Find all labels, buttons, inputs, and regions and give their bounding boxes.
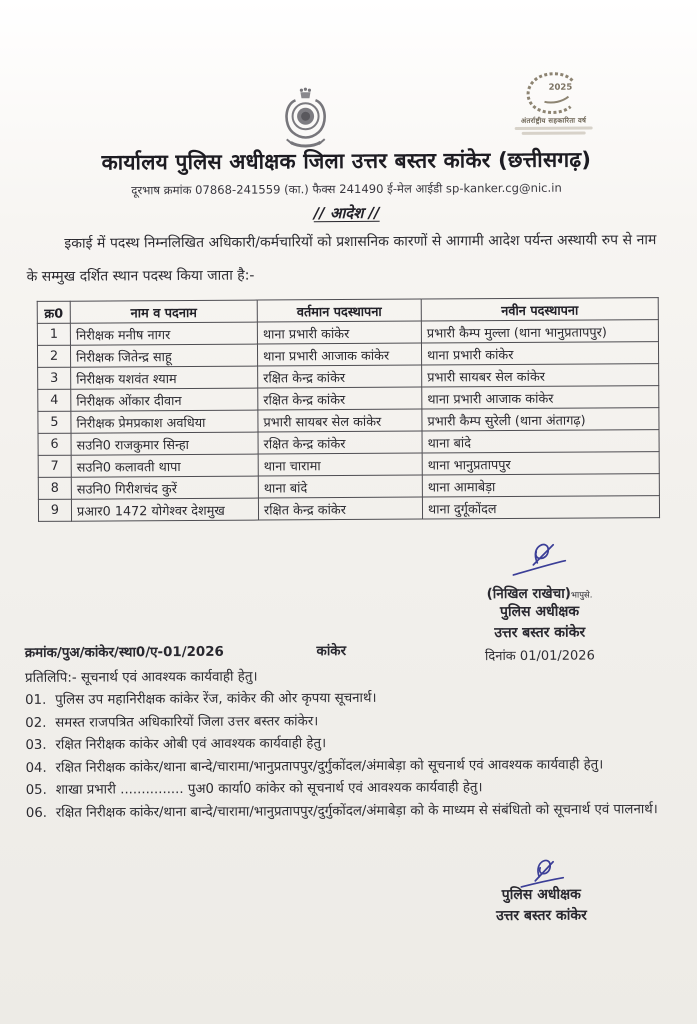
reference-line <box>25 641 346 661</box>
col-serial: क्र0 <box>37 301 70 323</box>
copies-list <box>25 686 662 825</box>
table-row: 2 निरीक्षक जितेन्द्र साहू थाना प्रभारी आजाक कांकेर थाना प्रभारी कांकेर <box>37 342 658 368</box>
year-2025-text: 2025 <box>548 82 573 93</box>
col-new-posting: नवीन पदस्थापना <box>421 298 658 321</box>
sp-signature-icon <box>507 539 571 581</box>
table-row: 8 सउनि0 गिरीशचंद कुरें थाना बांदे थाना आमाबेड़ा <box>38 474 659 500</box>
copy-item: 04. रक्षित निरीक्षक कांकेर/थाना बान्दे/चारामा/भानुप्रतापपुर/दुर्गुकोंदल/अंमाबेड़ा को सूचनार्थ एवं आवश्यक कार्यवाही हेतु। <box>25 757 604 776</box>
transfer-table <box>37 297 660 522</box>
cooperative-year-caption: अंतर्राष्ट्रीय सहकारिता वर्ष <box>520 116 587 125</box>
col-name: नाम व पदनाम <box>70 300 257 323</box>
table-row: 6 सउनि0 राजकुमार सिन्हा रक्षित केन्द्र कांकेर थाना बांदे <box>38 430 659 456</box>
copy-item: 03. रक्षित निरीक्षक कांकेर ओबी एवं आवश्यक कार्यवाही हेतु। <box>25 736 327 754</box>
police-emblem-icon <box>278 84 332 156</box>
logo-smallprint-line <box>515 127 593 130</box>
reference-number: क्रमांक/पुअ/कांकेर/स्था0/ए-01/2026 <box>24 644 224 661</box>
table-row: 5 निरीक्षक प्रेमप्रकाश अवधिया प्रभारी सायबर सेल कांकेर प्रभारी कैम्प सुरेली (थाना अंतागढ़) <box>38 408 659 434</box>
sp-district: उत्तर बस्तर कांकेर <box>496 907 587 925</box>
order-date: दिनांक 01/01/2026 <box>484 648 595 665</box>
office-title: कार्यालय पुलिस अधीक्षक जिला उत्तर बस्तर कांकेर (छत्तीसगढ़) <box>101 147 592 175</box>
sp-designation: पुलिस अधीक्षक <box>501 886 581 904</box>
col-current-posting: वर्तमान पदस्थापना <box>257 299 421 322</box>
reference-place: कांकेर <box>316 644 347 660</box>
copy-item: 02. समस्त राजपत्रित अधिकारियों जिला उत्तर बस्तर कांकेर। <box>25 713 319 731</box>
sp-name: (निखिल राखेचा)भापुसे. <box>486 585 593 603</box>
table-row: 4 निरीक्षक ओंकार दीवान रक्षित केन्द्र कांकेर थाना प्रभारी आजाक कांकेर <box>38 386 659 412</box>
sp-signature-block-bottom <box>426 856 656 927</box>
table-row: 3 निरीक्षक यशवंत श्याम रक्षित केन्द्र कांकेर प्रभारी सायबर सेल कांकेर <box>38 364 659 390</box>
order-heading: // आदेश // <box>313 203 380 223</box>
sp-district: उत्तर बस्तर कांकेर <box>494 624 586 642</box>
table-row: 9 प्रआर0 1472 योगेश्वर देशमुख रक्षित केन्द्र कांकेर थाना दुर्गूकोंदल <box>38 496 659 522</box>
table-row: 1 निरीक्षक मनीष नागर थाना प्रभारी कांकेर प्रभारी कैम्प मुल्ला (थाना भानुप्रतापपुर) <box>37 320 658 346</box>
sp-name-suffix: भापुसे. <box>570 590 593 601</box>
copies-heading: प्रतिलिपि:- सूचनार्थ एवं आवश्यक कार्यवाही हेतु। <box>24 669 258 686</box>
order-intro-paragraph: इकाई में पदस्थ निम्नलिखित अधिकारी/कर्मचारियों को प्रशासनिक कारणों से आगामी आदेश पर्यन्त अस्थायी रुप से नाम के सम्मुख दर्शित स्थान पदस्थ किया जाता है:- <box>26 232 657 285</box>
copy-item: 05. शाखा प्रभारी ............... पुअ0 कार्या0 कांकेर को सूचनार्थ एवं आवश्यक कार्यवाही हेतु। <box>25 780 483 799</box>
contact-line: दूरभाष क्रमांक 07868-241559 (का.) फैक्स 241490 ई-मेल आईडी sp-kanker.cg@nic.in <box>131 180 562 198</box>
logo-smallprint-line <box>522 132 586 135</box>
sp-signature-block <box>414 538 665 665</box>
year-2025-logo <box>483 70 623 135</box>
copy-item: 06. रक्षित निरीक्षक कांकेर/थाना बान्दे/चारामा/भानुप्रतापपुर/दुर्गुकोंदल/अंमाबेड़ा को के माध्यम से संबंधितो को सूचनार्थ एवं पालनार्थ। <box>25 802 658 821</box>
table-row: 7 सउनि0 कलावती थापा थाना चारामा थाना भानुप्रतापपुर <box>38 452 659 478</box>
year-2025-wreath-icon <box>520 71 586 115</box>
copy-item: 01. पुलिस उप महानिरीक्षक कांकेर रेंज, कांकेर की ओर कृपया सूचनार्थ। <box>25 690 377 708</box>
sp-designation: पुलिस अधीक्षक <box>499 603 580 621</box>
